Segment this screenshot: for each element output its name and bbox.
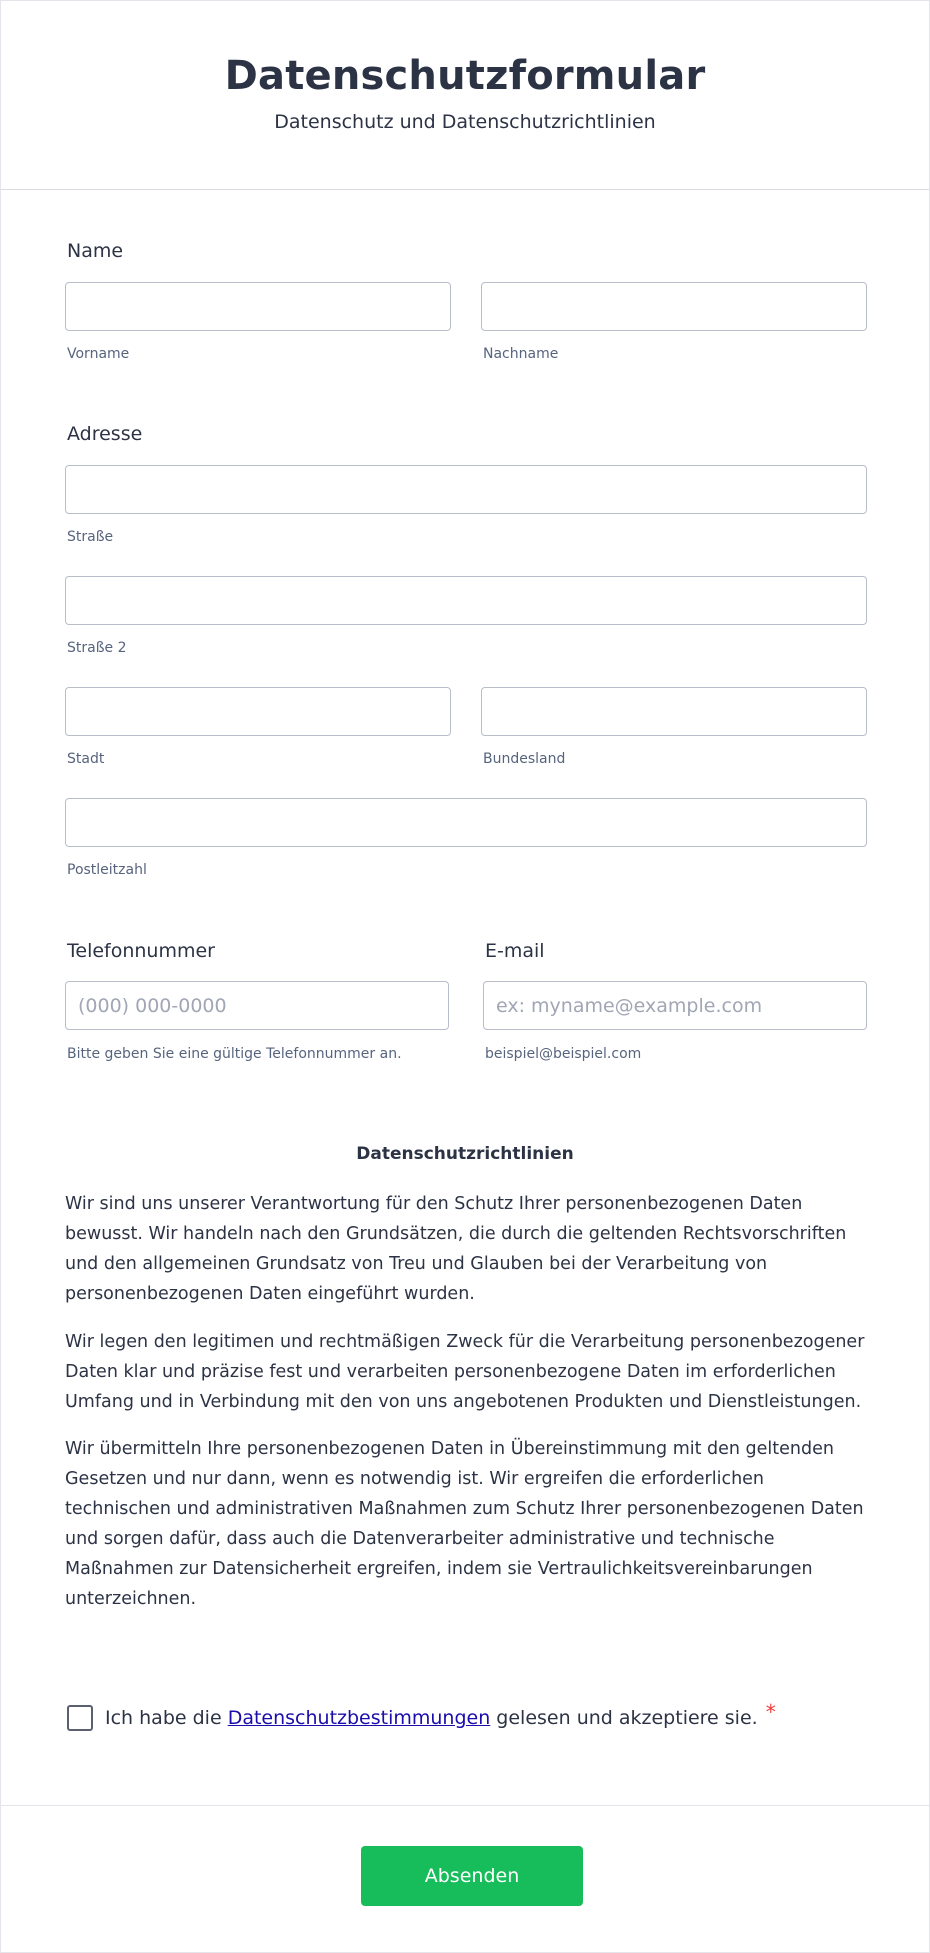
zip-hint: Postleitzahl <box>67 862 147 878</box>
consent-text-before: Ich habe die <box>105 1707 228 1729</box>
privacy-policy-link[interactable]: Datenschutzbestimmungen <box>227 1707 491 1729</box>
last-name-input[interactable] <box>481 282 867 331</box>
phone-hint: Bitte geben Sie eine gültige Telefonnummer an. <box>67 1046 402 1062</box>
first-name-input[interactable] <box>65 282 451 331</box>
policy-paragraph-2: Wir legen den legitimen und rechtmäßigen Zweck für die Verarbeitung personenbezogener Daten klar und präzise fest und verarbeiten personenbezogene Daten im erforderlichen Umfang und in Verbindung mit den von uns angebotenen Produkten und Dienstleistungen. <box>65 1332 865 1412</box>
street-input[interactable] <box>65 465 867 514</box>
form-subtitle: Datenschutz und Datenschutzrichtlinien <box>274 111 656 133</box>
last-name-hint: Nachname <box>483 346 559 362</box>
zip-input[interactable] <box>65 798 867 847</box>
street2-hint: Straße 2 <box>67 640 127 656</box>
submit-button[interactable]: Absenden <box>361 1846 583 1906</box>
required-asterisk: * <box>765 1700 776 1724</box>
address-label: Adresse <box>67 423 143 445</box>
policy-paragraph-3: Wir übermitteln Ihre personenbezogenen Daten in Übereinstimmung mit den geltenden Gesetzen und nur dann, wenn es notwendig ist. Wir ergreifen die erforderlichen technischen und administrativen Maßnahmen zum Schutz Ihrer personenbezogenen Daten und sorgen dafür, dass auch die Datenverarbeiter administrative und technische Maßnahmen zur Datensicherheit ergreifen, indem sie Vertraulichkeitsvereinbarungen unterzeichnen. <box>65 1439 864 1609</box>
form-footer <box>1 1805 929 1953</box>
form-title: Datenschutzformular <box>224 53 706 99</box>
phone-label: Telefonnummer <box>67 940 215 962</box>
consent-text-after: gelesen und akzeptiere sie. <box>490 1707 758 1729</box>
consent-row <box>67 1700 776 1732</box>
city-hint: Stadt <box>67 751 105 767</box>
consent-text <box>105 1707 758 1729</box>
form-header <box>1 1 929 190</box>
policy-paragraph-1: Wir sind uns unserer Verantwortung für den Schutz Ihrer personenbezogenen Daten bewusst. Wir handeln nach den Grundsätzen, die durch die geltenden Rechtsvorschriften und den allgemeinen Grundsatz von Treu und Glauben bei der Verarbeitung von personenbezogenen Daten eingeführt wurden. <box>65 1194 847 1304</box>
email-hint: beispiel@beispiel.com <box>485 1046 642 1062</box>
first-name-hint: Vorname <box>67 346 130 362</box>
street2-input[interactable] <box>65 576 867 625</box>
state-hint: Bundesland <box>483 751 566 767</box>
city-input[interactable] <box>65 687 451 736</box>
state-input[interactable] <box>481 687 867 736</box>
consent-checkbox[interactable] <box>67 1705 93 1731</box>
name-label: Name <box>67 240 124 262</box>
phone-input[interactable] <box>65 981 449 1030</box>
policy-title: Datenschutzrichtlinien <box>356 1144 574 1164</box>
email-input[interactable] <box>483 981 867 1030</box>
street-hint: Straße <box>67 529 114 545</box>
email-label: E-mail <box>485 940 545 962</box>
